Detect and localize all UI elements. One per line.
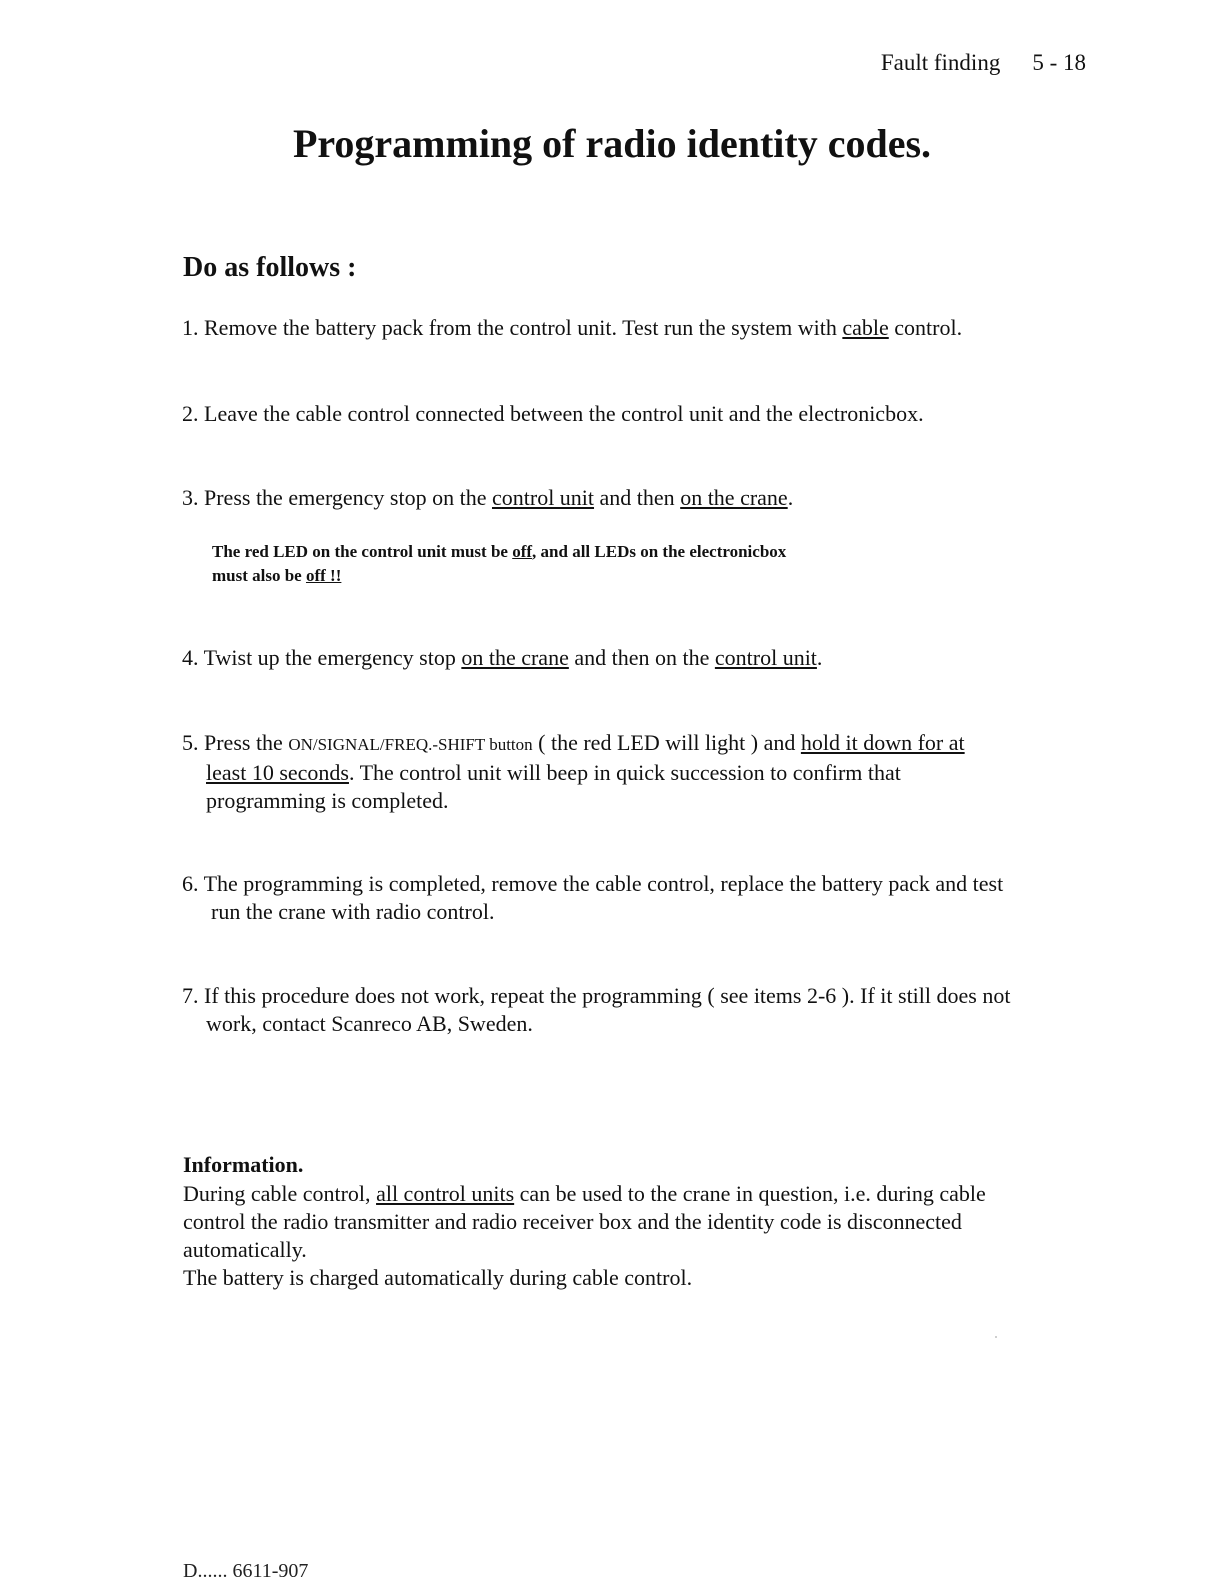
scan-speck (995, 1336, 997, 1338)
step-number: 7. (182, 983, 199, 1008)
step-text: The programming is completed, remove the cable control, replace the battery pack and test (198, 871, 1004, 896)
header-section: Fault finding (880, 50, 1001, 75)
step-continuation (182, 759, 1087, 787)
note-underlined-text: off !! (305, 566, 342, 585)
step-4 (182, 644, 1087, 672)
info-text: control the radio transmitter and radio receiver box and the identity code is disconnected (183, 1209, 962, 1234)
info-underlined-text: all control units (376, 1181, 515, 1206)
info-text: During cable control, (183, 1181, 377, 1206)
step-underlined-text: least 10 seconds (206, 760, 349, 785)
information-heading: Information. (183, 1152, 304, 1177)
step-6 (182, 870, 1087, 926)
step-underlined-text: cable (842, 315, 889, 340)
page-title: Programming of radio identity codes. (292, 121, 932, 166)
step-text: ( the red LED will light ) and (532, 730, 801, 755)
step-text: If this procedure does not work, repeat the programming ( see items 2-6 ). If it still does not (198, 983, 1011, 1008)
step-text: Press the emergency stop on the (198, 485, 492, 510)
step-text: Twist up the emergency stop (198, 645, 462, 670)
step-2 (182, 400, 1087, 428)
step-text: control. (888, 315, 963, 340)
page-footer: D...... 6611-907 (183, 1560, 309, 1582)
section-heading: Do as follows : (183, 252, 357, 283)
step-number: 4. (182, 645, 199, 670)
step-number: 3. (182, 485, 199, 510)
step-number: 5. (182, 730, 199, 755)
step-underlined-text: on the crane (461, 645, 569, 670)
information-paragraph (183, 1180, 1083, 1292)
step-text: and then (594, 485, 681, 510)
note-text: The red LED on the control unit must be (212, 542, 513, 561)
step-underlined-text: hold it down for at (800, 730, 965, 755)
header-page-number: 5 - 18 (1032, 50, 1086, 75)
button-name-text: ON/SIGNAL/FREQ.-SHIFT button (288, 735, 533, 754)
step-continuation: programming is completed. (206, 788, 449, 813)
step-underlined-text: on the crane (680, 485, 788, 510)
note-text: , and all LEDs on the electronicbox (532, 542, 787, 561)
warning-note (212, 540, 952, 588)
step-text: Press the (198, 730, 289, 755)
step-number: 6. (182, 871, 199, 896)
step-number: 1. (182, 315, 199, 340)
note-underlined-text: off (512, 542, 533, 561)
step-7 (182, 982, 1087, 1038)
step-underlined-text: control unit (714, 645, 817, 670)
step-text: Remove the battery pack from the control unit. Test run the system with (198, 315, 843, 340)
step-text: . The control unit will beep in quick succession to confirm that (348, 760, 901, 785)
step-1 (182, 314, 1087, 342)
info-text: can be used to the crane in question, i.e. during cable (514, 1181, 986, 1206)
step-text: and then on the (568, 645, 715, 670)
step-continuation: work, contact Scanreco AB, Sweden. (206, 1011, 533, 1036)
step-text: . (816, 645, 823, 670)
info-text: The battery is charged automatically during cable control. (183, 1265, 693, 1290)
step-text: Leave the cable control connected between the control unit and the electronicbox. (198, 401, 924, 426)
note-text: must also be (212, 566, 306, 585)
running-header (881, 50, 1086, 76)
step-number: 2. (182, 401, 199, 426)
step-text: . (787, 485, 794, 510)
step-continuation: run the crane with radio control. (211, 899, 495, 924)
step-underlined-text: control unit (491, 485, 595, 510)
step-3 (182, 484, 1087, 512)
step-5 (182, 729, 1087, 815)
info-text: automatically. (183, 1237, 307, 1262)
